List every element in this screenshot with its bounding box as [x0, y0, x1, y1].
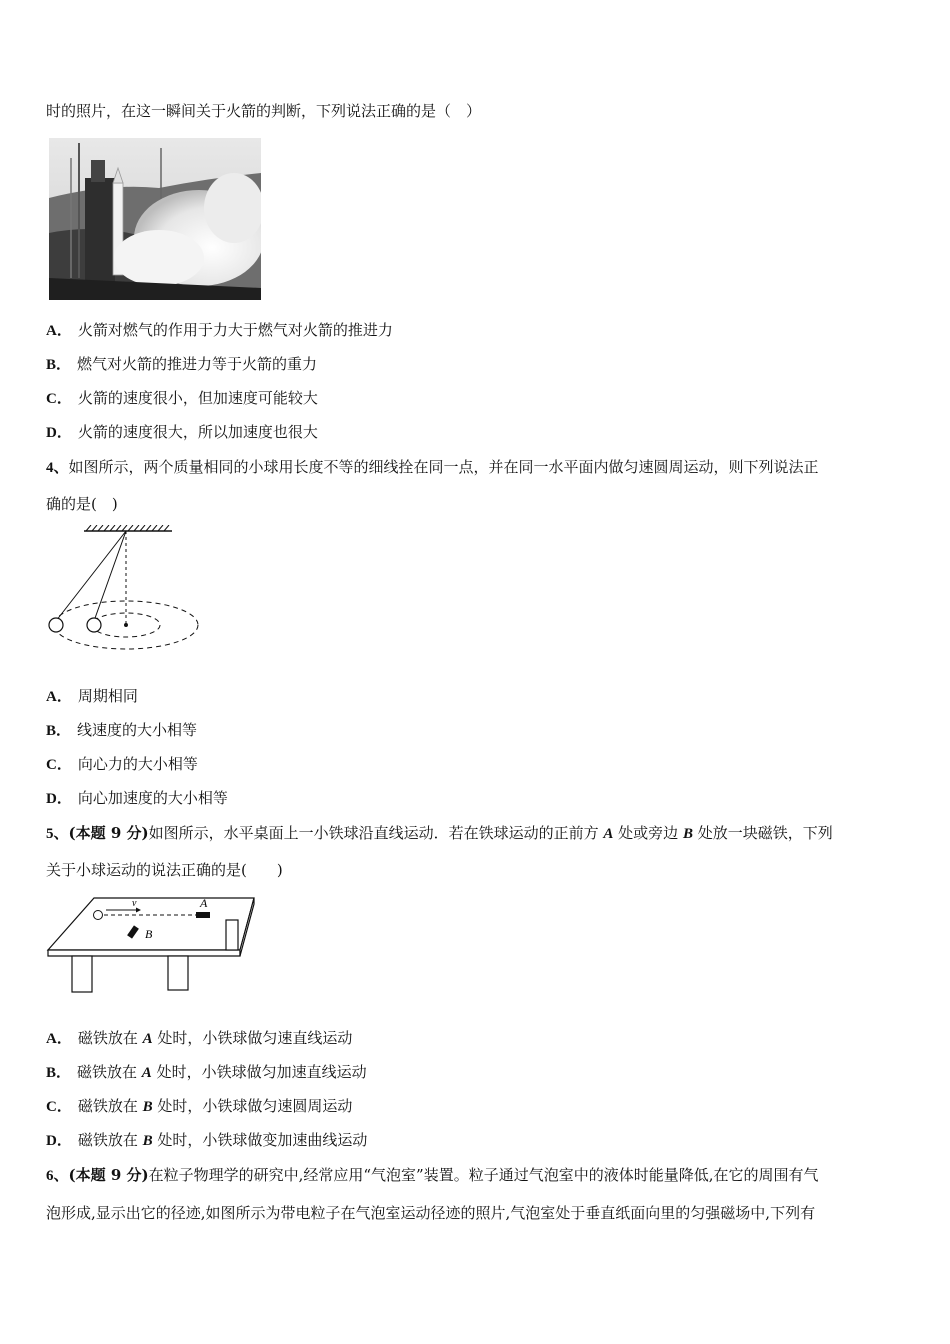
q5-option-a[interactable]: A． 磁铁放在 A 处时，小铁球做匀速直线运动	[46, 1029, 353, 1047]
q5-stem-line2: 关于小球运动的说法正确的是( )	[46, 861, 283, 879]
label-b: B	[145, 927, 153, 941]
q5-option-b[interactable]: B． 磁铁放在 A 处时，小铁球做匀加速直线运动	[46, 1063, 367, 1081]
rocket-launch-photo	[49, 138, 261, 300]
q3-stem: 时的照片，在这一瞬间关于火箭的判断，下列说法正确的是（ ）	[46, 102, 482, 120]
q4-stem-line1: 4、如图所示，两个质量相同的小球用长度不等的细线拴在同一点，并在同一水平面内做匀速圆周运动，则下列说法正	[46, 458, 819, 476]
label-a: A	[200, 896, 208, 910]
q3-option-a[interactable]: A． 火箭对燃气的作用于力大于燃气对火箭的推进力	[46, 321, 393, 339]
q3-option-c[interactable]: C． 火箭的速度很小，但加速度可能较大	[46, 389, 318, 407]
q4-option-c[interactable]: C． 向心力的大小相等	[46, 755, 198, 773]
q3-option-d[interactable]: D． 火箭的速度很大，所以加速度也很大	[46, 423, 318, 441]
q4-stem-line2: 确的是( )	[46, 495, 118, 513]
q4-option-a[interactable]: A． 周期相同	[46, 687, 138, 705]
q5-stem-line1: 5、(本题 9 分)如图所示，水平桌面上一小铁球沿直线运动．若在铁球运动的正前方 A 处或旁边 B 处放一块磁铁，下列	[46, 824, 833, 842]
q6-stem-line2: 泡形成,显示出它的径迹,如图所示为带电粒子在气泡室运动径迹的照片,气泡室处于垂直纸面向里的匀强磁场中,下列有	[46, 1204, 816, 1222]
q6-stem-line1: 6、(本题 9 分)在粒子物理学的研究中,经常应用“气泡室”装置。粒子通过气泡室中的液体时能量降低,在它的周围有气	[46, 1166, 819, 1184]
q5-option-c[interactable]: C． 磁铁放在 B 处时，小铁球做匀速圆周运动	[46, 1097, 353, 1115]
q5-option-d[interactable]: D． 磁铁放在 B 处时，小铁球做变加速曲线运动	[46, 1131, 368, 1149]
magnet-a-icon	[196, 912, 210, 918]
conical-pendulum-diagram	[44, 525, 204, 657]
q4-option-b[interactable]: B． 线速度的大小相等	[46, 721, 198, 739]
q3-option-b[interactable]: B． 燃气对火箭的推进力等于火箭的重力	[46, 355, 318, 373]
velocity-label: v	[132, 898, 137, 909]
q4-option-d[interactable]: D． 向心加速度的大小相等	[46, 789, 228, 807]
table-magnet-diagram	[44, 890, 260, 994]
